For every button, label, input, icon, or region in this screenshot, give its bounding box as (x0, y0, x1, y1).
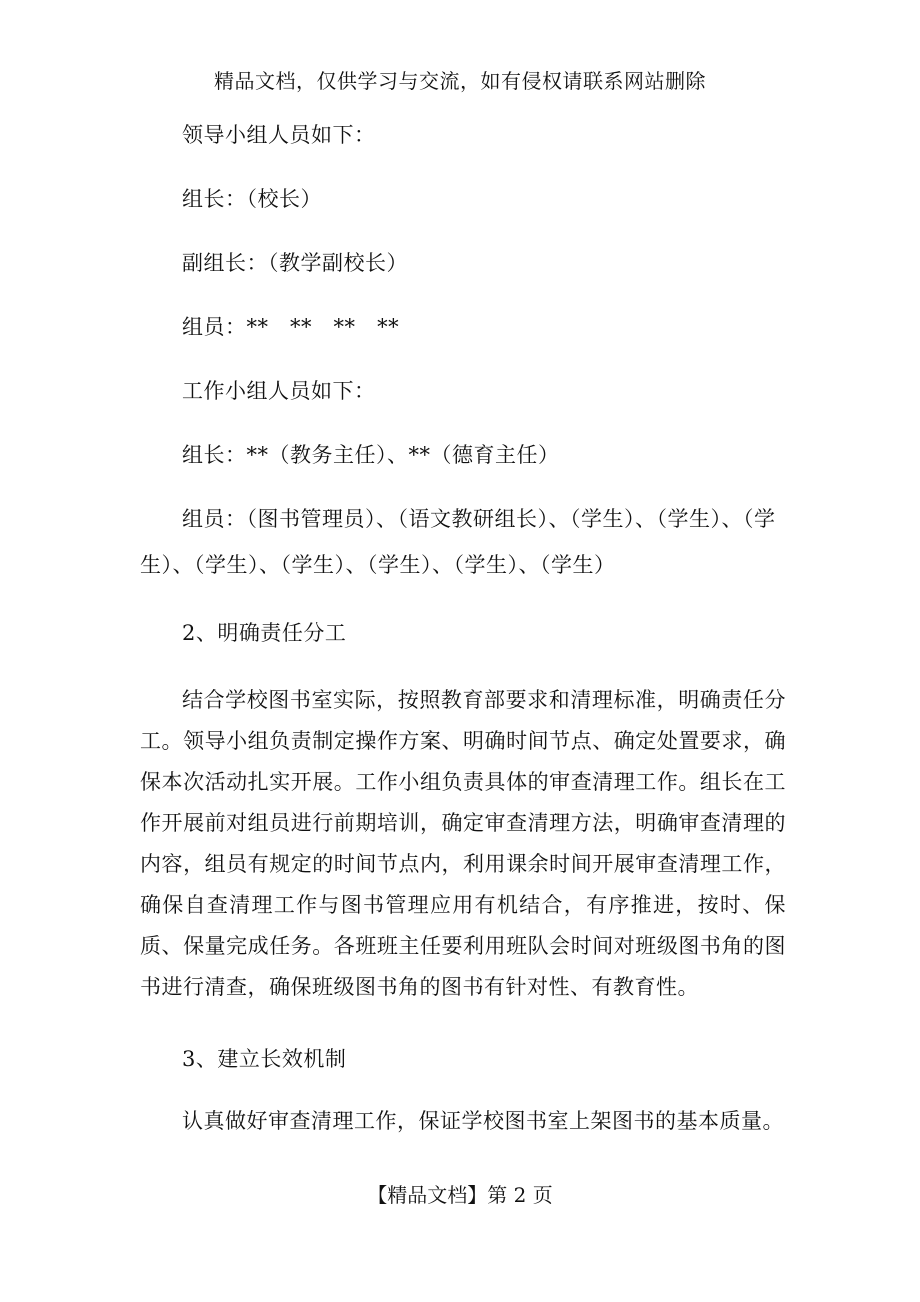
paragraph-work-group-leader: 组长：**（教务主任）、**（德育主任） (182, 443, 560, 467)
heading-long-term-mechanism: 3、建立长效机制 (182, 1047, 347, 1071)
paragraph-vice-leader: 副组长：（教学副校长） (182, 251, 408, 275)
heading-clarify-responsibilities: 2、明确责任分工 (182, 621, 347, 645)
paragraph-work-group-intro: 工作小组人员如下： (182, 379, 376, 403)
paragraph-long-term-mechanism: 认真做好审查清理工作，保证学校图书室上架图书的基本质量。 (182, 1109, 784, 1133)
paragraph-members: 组员：** ** ** ** (182, 315, 400, 339)
paragraph-work-group-members: 组员：（图书管理员）、（语文教研组长）、（学生）、（学生）、（学生）、（学生）、（学生）、（学生）、（学生）、（学生） (140, 507, 776, 577)
page-footer: 【精品文档】第 2 页 (367, 1183, 553, 1207)
paragraph-responsibilities: 结合学校图书室实际，按照教育部要求和清理标准，明确责任分工。领导小组负责制定操作方案、明确时间节点、确定处置要求，确保本次活动扎实开展。工作小组负责具体的审查清理工作。组长在工作开展前对组员进行前期培训，确定审查清理方法，明确审查清理的内容，组员有规定的时间节点内，利用课余时间开展审查清理工作，确保自查清理工作与图书管理应用有机结合，有序推进，按时、保质、保量完成任务。各班班主任要利用班队会时间对班级图书角的图书进行清查，确保班级图书角的图书有针对性、有教育性。 (140, 688, 786, 999)
document-body (140, 120, 786, 1136)
paragraph-leader: 组长：（校长） (182, 187, 322, 211)
paragraph-leadership-group-intro: 领导小组人员如下： (182, 123, 376, 147)
page-header: 精品文档，仅供学习与交流，如有侵权请联系网站删除 (214, 69, 706, 93)
